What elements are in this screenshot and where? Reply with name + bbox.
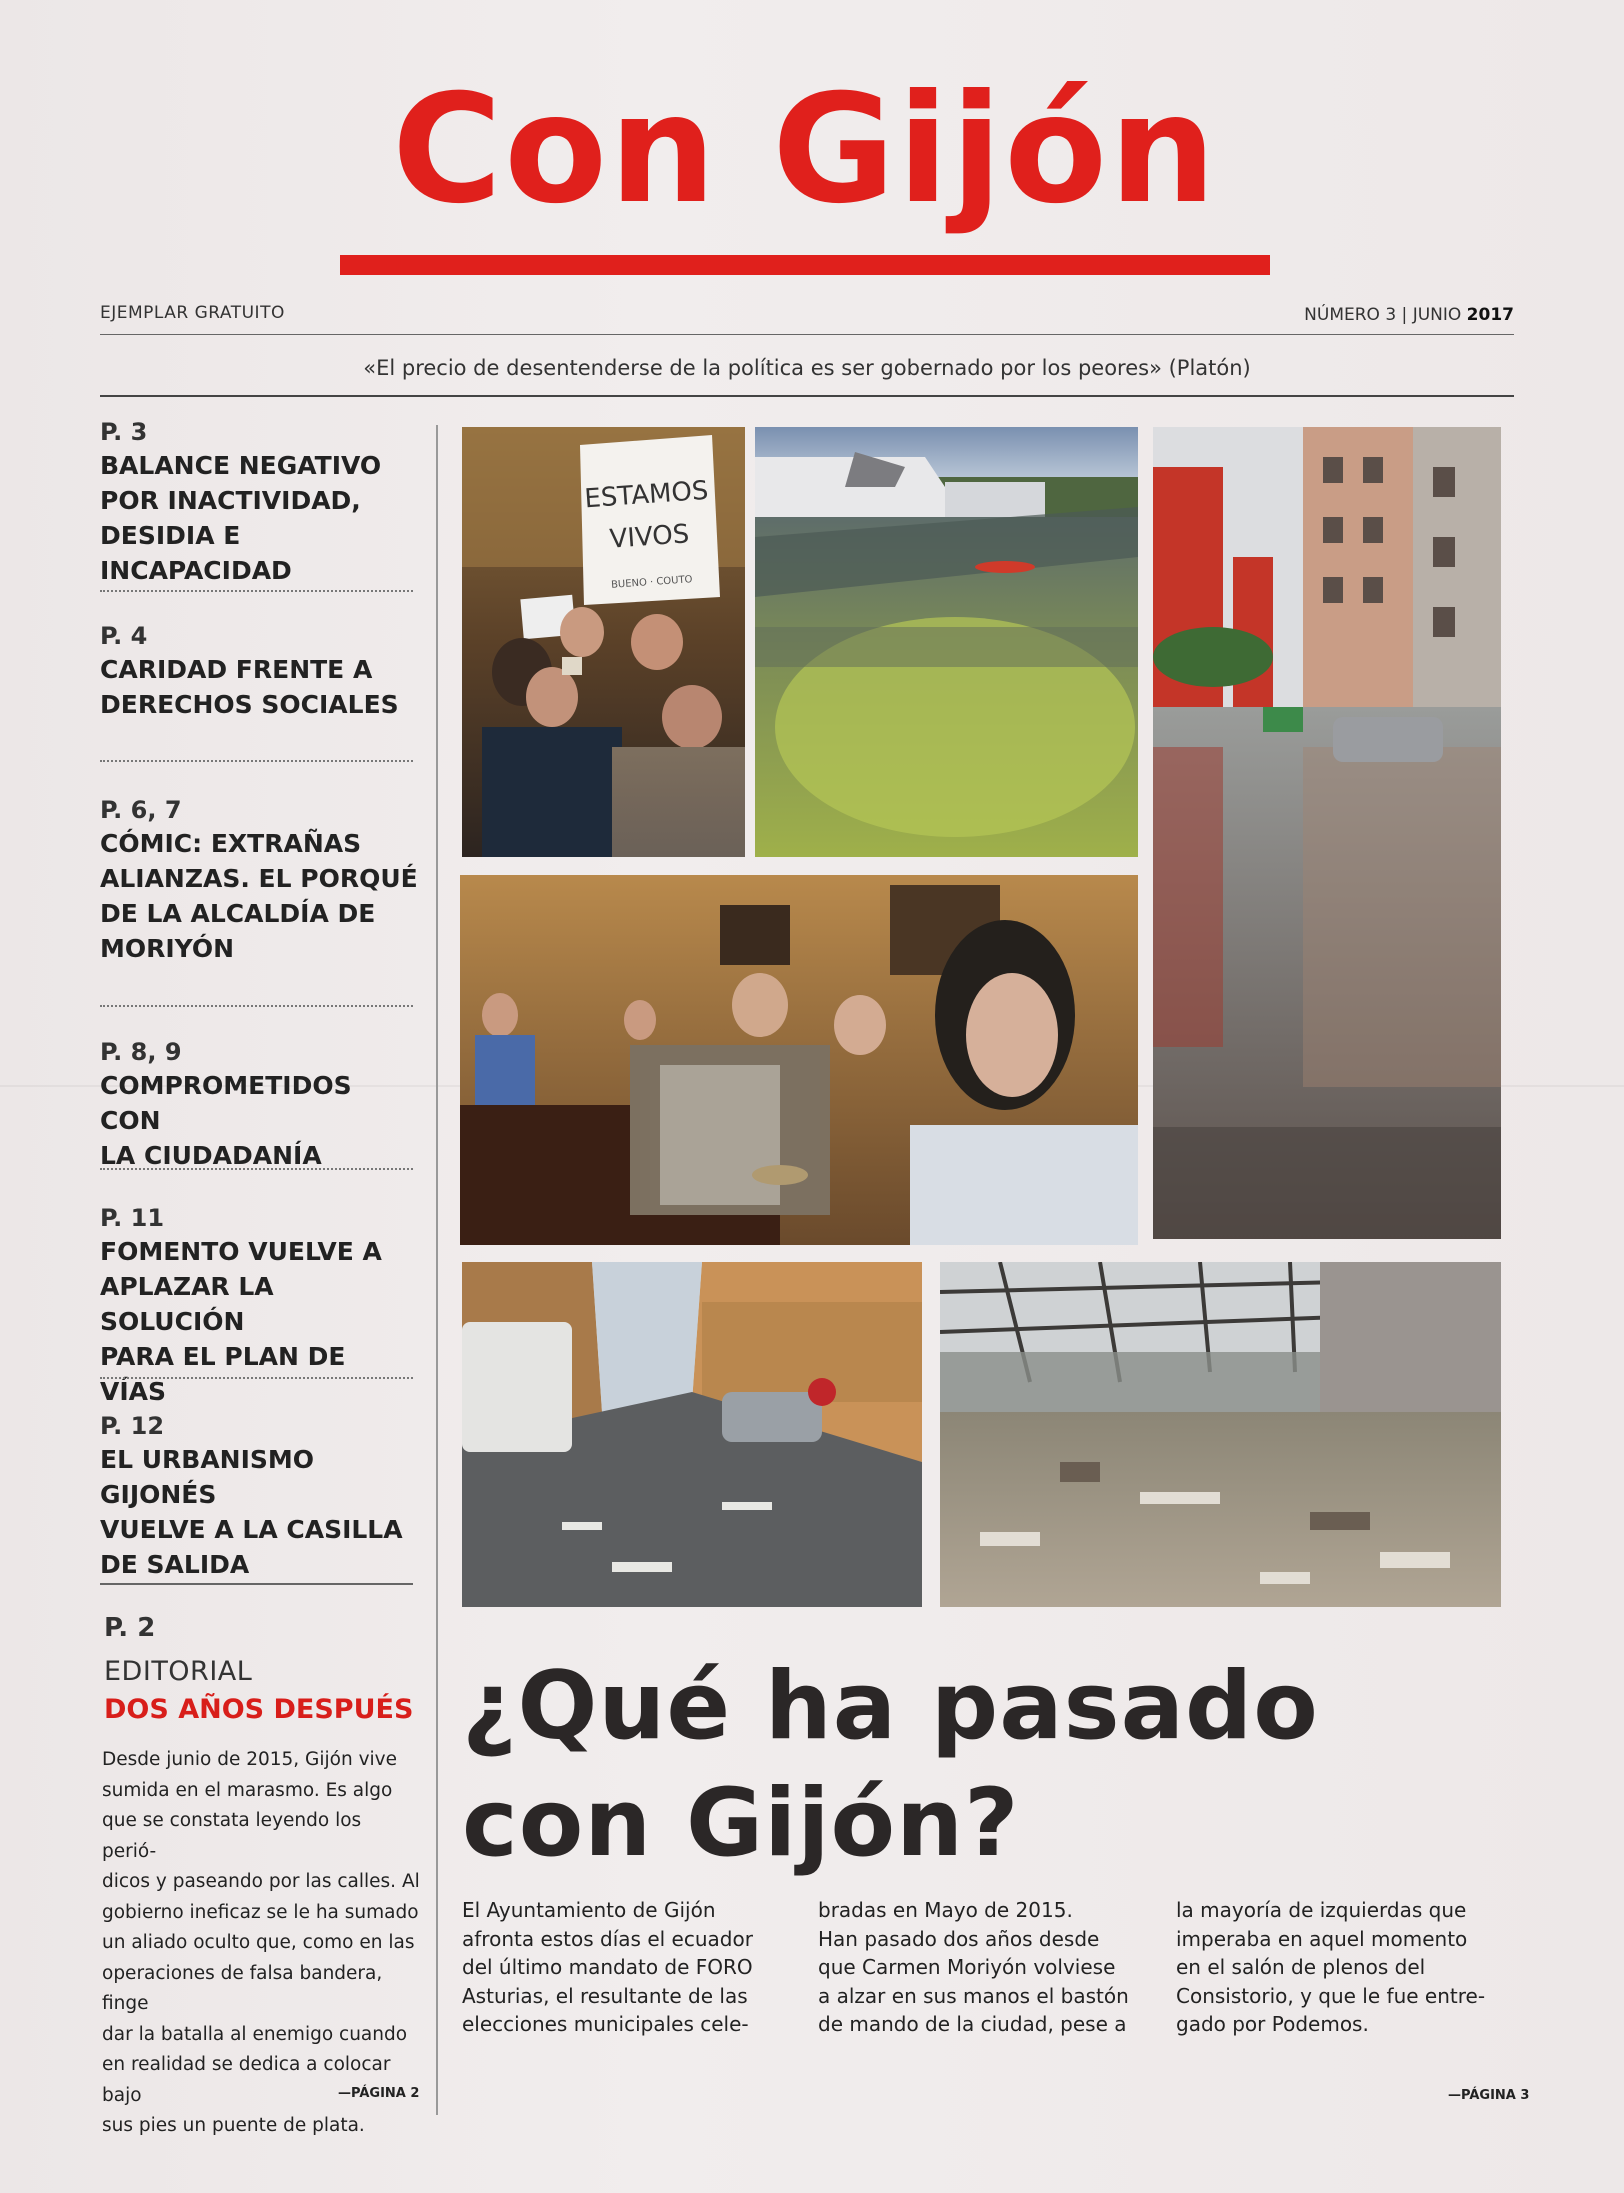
article-line: imperaba en aquel momento xyxy=(1176,1926,1468,1951)
article-line: afronta estos días el ecuador xyxy=(462,1926,753,1951)
article-line: El Ayuntamiento de Gijón xyxy=(462,1898,716,1922)
column-divider xyxy=(436,425,438,2115)
article-line: en el salón de plenos del xyxy=(1176,1955,1426,1979)
toc-divider xyxy=(100,760,413,762)
editorial-page: P. 2 xyxy=(104,1613,156,1643)
masthead-underline xyxy=(340,255,1270,275)
toc-heading-line: CARIDAD FRENTE A xyxy=(100,655,373,684)
header-quote: «El precio de desentenderse de la política es ser gobernado por los peores» (Platón) xyxy=(363,356,1251,380)
editorial-line: operaciones de falsa bandera, finge xyxy=(102,1962,383,2014)
editorial-body xyxy=(102,1745,420,2142)
toc-heading-line: DE SALIDA xyxy=(100,1550,250,1579)
toc-page: P. 6, 7 xyxy=(100,796,182,824)
toc-entry-3[interactable] xyxy=(100,794,420,966)
article-line: Consistorio, y que le fue entre- xyxy=(1176,1983,1486,2008)
toc-entry-6[interactable] xyxy=(100,1410,420,1582)
photo-council-greeting xyxy=(460,875,1138,1245)
editorial-line: sus pies un puente de plata. xyxy=(102,2115,365,2136)
article-line: del último mandato de FORO xyxy=(462,1955,753,1979)
svg-text:ESTAMOS: ESTAMOS xyxy=(583,475,710,515)
toc-page: P. 12 xyxy=(100,1412,165,1440)
article-line: a alzar en sus manos el bastón xyxy=(818,1983,1129,2008)
photo-city-street xyxy=(462,1262,922,1607)
toc-divider xyxy=(100,590,413,592)
article-line: elecciones municipales cele- xyxy=(462,2012,749,2036)
toc-page: P. 8, 9 xyxy=(100,1038,182,1066)
toc-entry-4[interactable] xyxy=(100,1036,420,1173)
toc-entry-1[interactable] xyxy=(100,416,420,588)
article-line: bradas en Mayo de 2015. xyxy=(818,1898,1073,1922)
toc-entry-2[interactable] xyxy=(100,620,420,722)
editorial-line: que se constata leyendo los perió- xyxy=(102,1810,362,1862)
toc-heading-line: PARA EL PLAN DE VÍAS xyxy=(100,1342,346,1406)
photo-council-protest xyxy=(462,427,745,857)
article-line: Han pasado dos años desde xyxy=(818,1926,1100,1951)
article-column-3 xyxy=(1176,1896,1496,2039)
issue-info xyxy=(1304,305,1514,325)
article-column-1 xyxy=(462,1896,782,2039)
toc-page: P. 4 xyxy=(100,622,148,650)
photo-river-algae xyxy=(755,427,1138,857)
quote-rule xyxy=(100,395,1514,397)
toc-heading-line: ALIANZAS. EL PORQUÉ xyxy=(100,864,418,893)
article-column-2 xyxy=(818,1896,1138,2039)
toc-heading-line: MORIYÓN xyxy=(100,934,235,963)
editorial-line: dar la batalla al enemigo cuando xyxy=(102,2023,408,2045)
toc-heading-line: VUELVE A LA CASILLA xyxy=(100,1515,403,1544)
toc-heading-line: COMPROMETIDOS CON xyxy=(100,1071,352,1135)
editorial-continue-link[interactable]: —PÁGINA 2 xyxy=(338,2086,420,2101)
toc-heading-line: POR INACTIVIDAD, xyxy=(100,486,361,515)
toc-heading-line: LA CIUDADANÍA xyxy=(100,1141,322,1170)
issue-number: NÚMERO 3 | JUNIO xyxy=(1304,305,1467,325)
editorial-title: DOS AÑOS DESPUÉS xyxy=(104,1694,414,1725)
editorial-line: dicos y paseando por las calles. Al xyxy=(102,1871,420,1892)
article-line: de mando de la ciudad, pese a xyxy=(818,2012,1127,2036)
toc-heading-line: CÓMIC: EXTRAÑAS xyxy=(100,829,362,858)
photo-flooded-street xyxy=(1153,427,1501,1239)
headline-line: con Gijón? xyxy=(462,1769,1020,1878)
toc-heading-line: DESIDIA E INCAPACIDAD xyxy=(100,521,292,585)
toc-divider xyxy=(100,1377,413,1379)
editorial-label: EDITORIAL xyxy=(104,1656,253,1687)
editorial-line: gobierno ineficaz se le ha sumado xyxy=(102,1901,419,1923)
article-line: que Carmen Moriyón volviese xyxy=(818,1955,1116,1979)
article-continue-link[interactable]: —PÁGINA 3 xyxy=(1448,2088,1530,2103)
toc-heading-line: DE LA ALCALDÍA DE xyxy=(100,899,376,928)
free-copy-label: EJEMPLAR GRATUITO xyxy=(100,303,285,323)
toc-heading-line: FOMENTO VUELVE A xyxy=(100,1237,382,1266)
toc-heading-line: DERECHOS SOCIALES xyxy=(100,690,399,719)
toc-page: P. 3 xyxy=(100,418,148,446)
headline-line: ¿Qué ha pasado xyxy=(462,1652,1319,1761)
article-line: gado por Podemos. xyxy=(1176,2012,1369,2036)
toc-heading-line: APLAZAR LA SOLUCIÓN xyxy=(100,1272,274,1336)
svg-text:VIVOS: VIVOS xyxy=(608,519,691,555)
editorial-line: Desde junio de 2015, Gijón vive xyxy=(102,1749,398,1770)
photo-ruined-warehouse xyxy=(940,1262,1501,1607)
toc-divider xyxy=(100,1168,413,1170)
editorial-line: en realidad se dedica a colocar bajo xyxy=(102,2054,391,2106)
editorial-line: sumida en el marasmo. Es algo xyxy=(102,1779,393,1801)
toc-heading-line: BALANCE NEGATIVO xyxy=(100,451,382,480)
toc-divider xyxy=(100,1005,413,1007)
editorial-line: un aliado oculto que, como en las xyxy=(102,1932,415,1953)
issue-year: 2017 xyxy=(1466,305,1514,325)
toc-page: P. 11 xyxy=(100,1204,165,1232)
article-line: Asturias, el resultante de las xyxy=(462,1983,748,2008)
masthead-title: Con Gijón xyxy=(392,63,1218,237)
main-headline xyxy=(462,1648,1462,1882)
header-rule xyxy=(100,334,1514,335)
svg-text:BUENO · COUTO: BUENO · COUTO xyxy=(610,574,693,591)
article-line: la mayoría de izquierdas que xyxy=(1176,1898,1467,1922)
toc-end-rule xyxy=(100,1583,413,1585)
toc-heading-line: EL URBANISMO GIJONÉS xyxy=(100,1445,315,1509)
